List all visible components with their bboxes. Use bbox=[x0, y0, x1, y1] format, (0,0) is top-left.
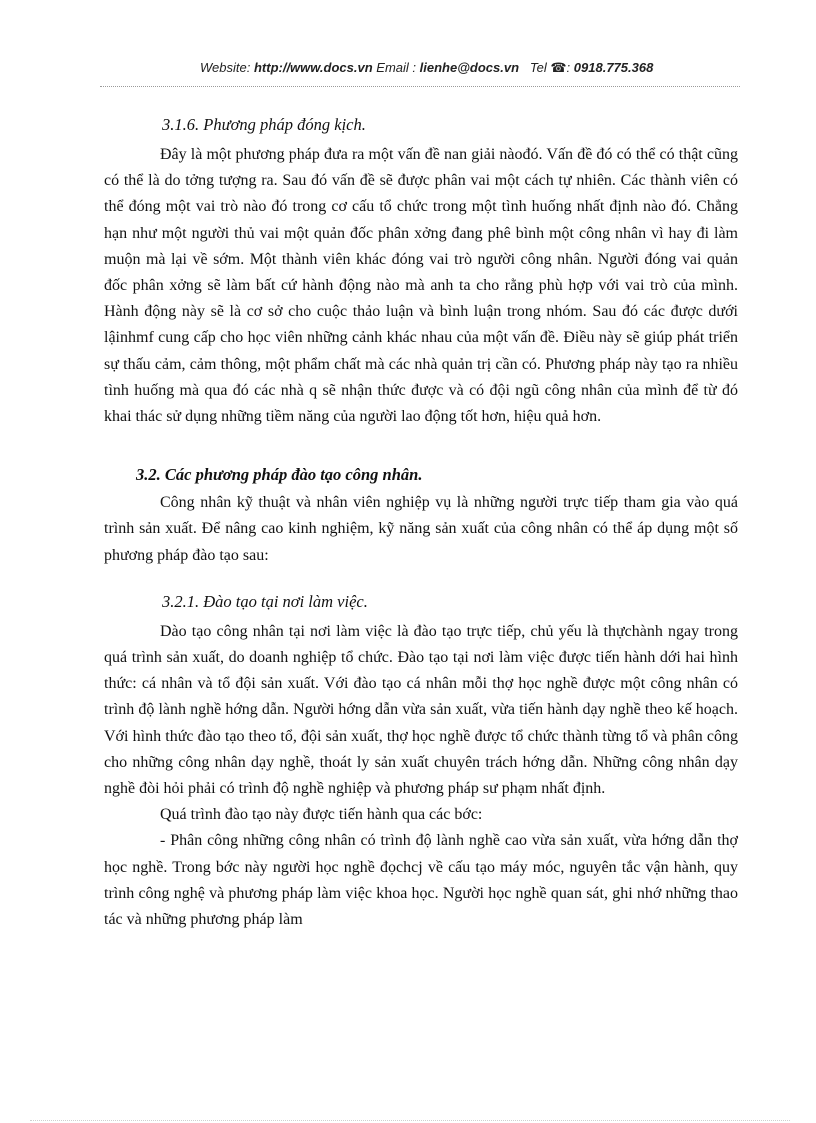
email-label: Email : bbox=[376, 60, 417, 75]
paragraph: Công nhân kỹ thuật và nhân viên nghiệp vụ là những người trực tiếp tham gia vào quá trình sản xuất. Để nâng cao kinh nghiệm, kỹ năng sản xuất của công nhân có thể áp dụng một số phương pháp đào tạo sau: bbox=[104, 494, 738, 564]
document-body bbox=[104, 104, 738, 933]
website-label: Website: bbox=[200, 60, 251, 75]
tel-number: 0918.775.368 bbox=[573, 60, 654, 75]
paragraph: Dào tạo công nhân tại nơi làm việc là đào tạo trực tiếp, chủ yếu là thựchành ngay trong quá trình sản xuất, do doanh nghiệp tổ chức. Đào tạo tại nơi làm việc được tiến hành dới hai hình thức: cá nhân và tổ đội sản xuất. Với đào tạo cá nhân mỗi thợ học nghề được một công nhân có trình độ lành nghề hớng dẫn. Người hớng dẫn vừa sản xuất, vừa tiến hành dạy nghề theo kế hoạch. Với hình thức đào tạo theo tổ, đội sản xuất, thợ học nghề được tổ chức thành từng tổ và phân công cho những công nhân dạy nghề, thoát ly sản xuất chuyên trách hớng dẫn. Những công nhân dạy nghề đòi hỏi phải có trình độ nghề nghiệp và phương pháp sư phạm nhất định. bbox=[104, 622, 738, 798]
phone-icon: ☎: bbox=[550, 60, 571, 75]
paragraph: - Phân công những công nhân có trình độ lành nghề cao vừa sản xuất, vừa hớng dẫn thợ học nghề. Trong bớc này người học nghề đọchcj về cấu tạo máy móc, nguyên tắc vận hành, quy trình công nghệ và phương pháp làm việc khoa học. Người học nghề quan sát, ghi nhớ những thao tác và những phương pháp làm bbox=[104, 832, 738, 929]
section-heading-3-1-6: 3.1.6. Phương pháp đóng kịch. bbox=[162, 115, 366, 134]
paragraph: Quá trình đào tạo này được tiến hành qua các bớc: bbox=[160, 806, 483, 824]
tel-label: Tel bbox=[529, 60, 547, 75]
website-link[interactable]: http://www.docs.vn bbox=[253, 60, 373, 75]
page-header bbox=[200, 60, 760, 76]
email-link[interactable]: lienhe@docs.vn bbox=[419, 60, 520, 75]
header-divider bbox=[100, 86, 740, 87]
section-heading-3-2: 3.2. Các phương pháp đào tạo công nhân. bbox=[136, 465, 423, 485]
footer-divider bbox=[30, 1120, 790, 1121]
section-heading-3-2-1: 3.2.1. Đào tạo tại nơi làm việc. bbox=[162, 591, 368, 611]
paragraph: Đây là một phương pháp đưa ra một vấn đề nan giải nàođó. Vấn đề đó có thể có thật cũng có thể là do tởng tượng ra. Sau đó vấn đề sẽ được phân vai một cách tự nhiên. Các thành viên có thể đóng một vai trò nào đó trong cơ cấu tổ chức trong một tình huống nhất định nào đó. Chẳng hạn như một người thủ vai một quản đốc phân xởng đang phê bình một công nhân vì hay đi làm muộn mà lại về sớm. Một thành viên khác đóng vai trò người công nhân. Người đóng vai quản đốc phân xởng sẽ làm bất cứ hành động nào mà anh ta cho rằng phù hợp với vai trò của mình. Hành động này sẽ là cơ sở cho cuộc thảo luận và bình luận trong nhóm. Sau đó các được dưới lậinhmf cung cấp cho học viên những cảnh khác nhau của một vấn đề. Điều này sẽ giúp phát triển sự thấu cảm, cảm thông, một phẩm chất mà các nhà quản trị cần có. Phương pháp này tạo ra nhiều tình huống mà qua đó các nhà q sẽ nhận thức được và có đội ngũ công nhân của mình để từ đó khai thác sử dụng những tiềm năng của người lao động tốt hơn, hiệu quả hơn. bbox=[104, 146, 738, 426]
